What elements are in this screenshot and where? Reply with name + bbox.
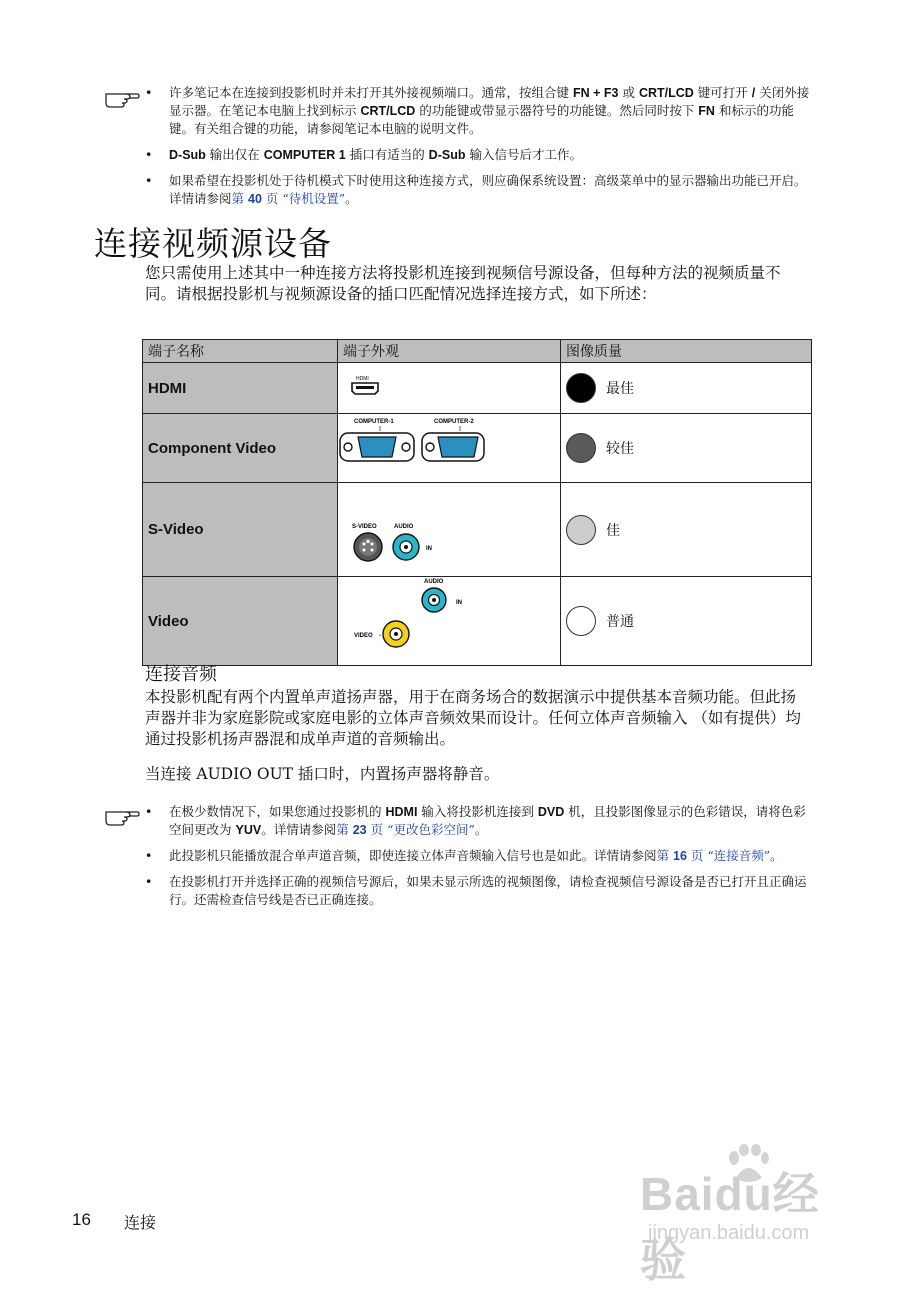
page-reference-link[interactable]: 页 — [366, 822, 384, 837]
quality-label: 较佳 — [606, 441, 634, 457]
note-item — [145, 84, 817, 138]
video-port-illustration — [338, 577, 561, 666]
note-bold-text: / — [751, 86, 756, 100]
note-text: 的功能键或带显示器符号的功能键。然后同时按下 — [415, 103, 699, 118]
page-reference-link[interactable]: 16 — [673, 849, 687, 863]
audio-out-paragraph: 当连接 AUDIO OUT 插口时，内置扬声器将静音。 — [145, 765, 500, 783]
page-reference-link[interactable]: 页 — [261, 191, 279, 206]
quality-dot — [566, 433, 596, 463]
computer2-label: COMPUTER-2 — [434, 419, 474, 425]
header-image-quality: 图像质量 — [561, 340, 812, 363]
quality-dot — [566, 606, 596, 636]
watermark-logo: Baidu经验 — [640, 1168, 820, 1286]
note-item — [145, 847, 817, 865]
port-name: S-Video — [143, 483, 338, 577]
bullet-icon: • — [145, 804, 153, 819]
note-text: 此投影机只能播放混合单声道音频，即使连接立体声音频输入信号也是如此。详情请参阅 — [169, 848, 657, 863]
note-text: 。 — [345, 191, 358, 206]
page-reference-link[interactable]: “连接音频” — [707, 848, 771, 863]
bullet-icon: • — [145, 147, 153, 162]
section-heading: 连接视频源设备 — [94, 224, 332, 263]
note-text: 和标示的功能键。有关组合键的功能，请参阅笔记本电脑的说明文件。 — [169, 103, 794, 136]
note-bold-text: DVD — [537, 805, 565, 819]
page-reference-link[interactable]: 第 — [231, 191, 248, 206]
quality-label: 普通 — [606, 614, 634, 630]
note-text: 插口有适当的 — [345, 147, 429, 162]
note-text: 许多笔记本在连接到投影机时并未打开其外接视频端口。通常，按组合键 — [169, 85, 573, 100]
note-bold-text: D-Sub — [169, 148, 206, 162]
note-bold-text: HDMI — [385, 805, 418, 819]
audio-label: AUDIO — [394, 524, 414, 530]
note-bold-text: D-Sub — [428, 148, 466, 162]
intro-paragraph: 您只需使用上述其中一种连接方法将投影机连接到视频信号源设备，但每种方法的视频质量不同。请根据投影机与视频源设备的插口匹配情况选择连接方式，如下所述： — [145, 264, 781, 303]
audio-paragraph: 本投影机配有两个内置单声道扬声器，用于在商务场合的数据演示中提供基本音频功能。但此扬声器并非为家庭影院或家庭电影的立体声音频效果而设计。任何立体声音频输入 （如有提供）均通过投影机扬声器混和成单声道的音频输出。 — [145, 688, 801, 748]
table-row — [143, 363, 812, 414]
table-header-row — [143, 340, 812, 363]
note-text: 。 — [770, 848, 783, 863]
audio-heading: 连接音频 — [145, 664, 217, 685]
computer1-label: COMPUTER-1 — [354, 419, 394, 425]
bullet-icon: • — [145, 173, 153, 188]
note-text: 或 — [618, 85, 639, 100]
in-label: IN — [426, 546, 432, 552]
component-port-illustration — [338, 414, 561, 483]
page-reference-link[interactable]: 第 — [656, 848, 673, 863]
header-port-name: 端子名称 — [143, 340, 338, 363]
table-row — [143, 577, 812, 666]
page-reference-link[interactable]: “待机设置” — [282, 191, 346, 206]
note-bold-text: COMPUTER 1 — [263, 148, 346, 162]
svg-text:-: - — [379, 633, 381, 639]
audio-in-port-icon — [393, 534, 419, 560]
footer-section: 连接 — [124, 1213, 157, 1232]
page-reference-link[interactable]: 23 — [352, 823, 367, 837]
watermark — [640, 1150, 860, 1286]
pointing-hand-icon — [104, 806, 140, 826]
page-reference-link[interactable]: 第 — [336, 822, 353, 837]
svideo-label: S-VIDEO — [352, 524, 377, 530]
note-text: 输出仅在 — [205, 147, 264, 162]
port-name: Component Video — [143, 414, 338, 483]
vga-port-2-icon — [422, 433, 484, 461]
note-bold-text: FN — [698, 104, 715, 118]
svideo-port-icon — [354, 533, 382, 561]
note-bold-text: YUV — [235, 823, 262, 837]
watermark-url: jingyan.baidu.com — [648, 1222, 810, 1244]
note-item — [145, 873, 817, 909]
table-row — [143, 483, 812, 577]
page-reference-link[interactable]: “更改色彩空间” — [387, 822, 475, 837]
video-label: VIDEO — [354, 633, 373, 639]
table-row — [143, 414, 812, 483]
quality-dot — [566, 515, 596, 545]
quality-label: 佳 — [606, 522, 620, 539]
note-text: 输入信号后才工作。 — [465, 147, 582, 162]
port-name: HDMI — [143, 363, 338, 414]
bullet-icon: • — [145, 874, 153, 889]
header-port-look: 端子外观 — [338, 340, 561, 363]
notes-bottom-list — [145, 803, 817, 917]
note-text: 如果希望在投影机处于待机模式下时使用这种连接方式，则应确保系统设置：高级菜单中的显示器输出功能已开启。详情请参阅 — [169, 173, 807, 206]
ports-table — [142, 339, 812, 666]
quality-label: 最佳 — [606, 381, 634, 397]
bullet-icon: • — [145, 85, 153, 100]
page-number: 16 — [72, 1210, 91, 1229]
note-bold-text: FN + F3 — [572, 86, 619, 100]
note-text: 在投影机打开并选择正确的视频信号源后，如果未显示所选的视频图像，请检查视频信号源设备是否已打开且正确运行。还需检查信号线是否已正确连接。 — [169, 874, 807, 907]
port-name: Video — [143, 577, 338, 666]
note-text: 键可打开 — [693, 85, 752, 100]
hdmi-port-illustration — [338, 363, 561, 414]
note-text: 。 — [474, 822, 488, 837]
pointing-hand-icon — [104, 88, 140, 108]
svideo-port-illustration — [338, 483, 561, 577]
hdmi-port-label: HDMI — [356, 376, 369, 382]
video-in-label: IN — [456, 600, 462, 606]
note-item — [145, 803, 817, 839]
note-text: 机，且投影图像显示的色彩错误，请将色彩空间更改为 — [169, 804, 806, 837]
page-reference-link[interactable]: 页 — [686, 848, 704, 863]
note-text: 输入将投影机连接到 — [417, 804, 538, 819]
page-reference-link[interactable]: 40 — [248, 192, 262, 206]
quality-dot — [566, 373, 596, 403]
note-text: 在极少数情况下，如果您通过投影机的 — [169, 804, 386, 819]
video-audio-label: AUDIO — [424, 579, 444, 585]
note-text: 。详情请参阅 — [261, 822, 337, 837]
audio-in-port-icon — [422, 588, 446, 612]
bullet-icon: • — [145, 848, 153, 863]
vga-port-1-icon — [340, 433, 414, 461]
notes-top-list — [145, 84, 817, 216]
note-item — [145, 172, 817, 208]
note-bold-text: CRT/LCD — [638, 86, 694, 100]
video-port-icon — [383, 621, 409, 647]
note-text: 关闭外接显示器。在笔记本电脑上找到标示 — [169, 85, 810, 118]
note-item — [145, 146, 817, 164]
note-bold-text: CRT/LCD — [360, 104, 416, 118]
